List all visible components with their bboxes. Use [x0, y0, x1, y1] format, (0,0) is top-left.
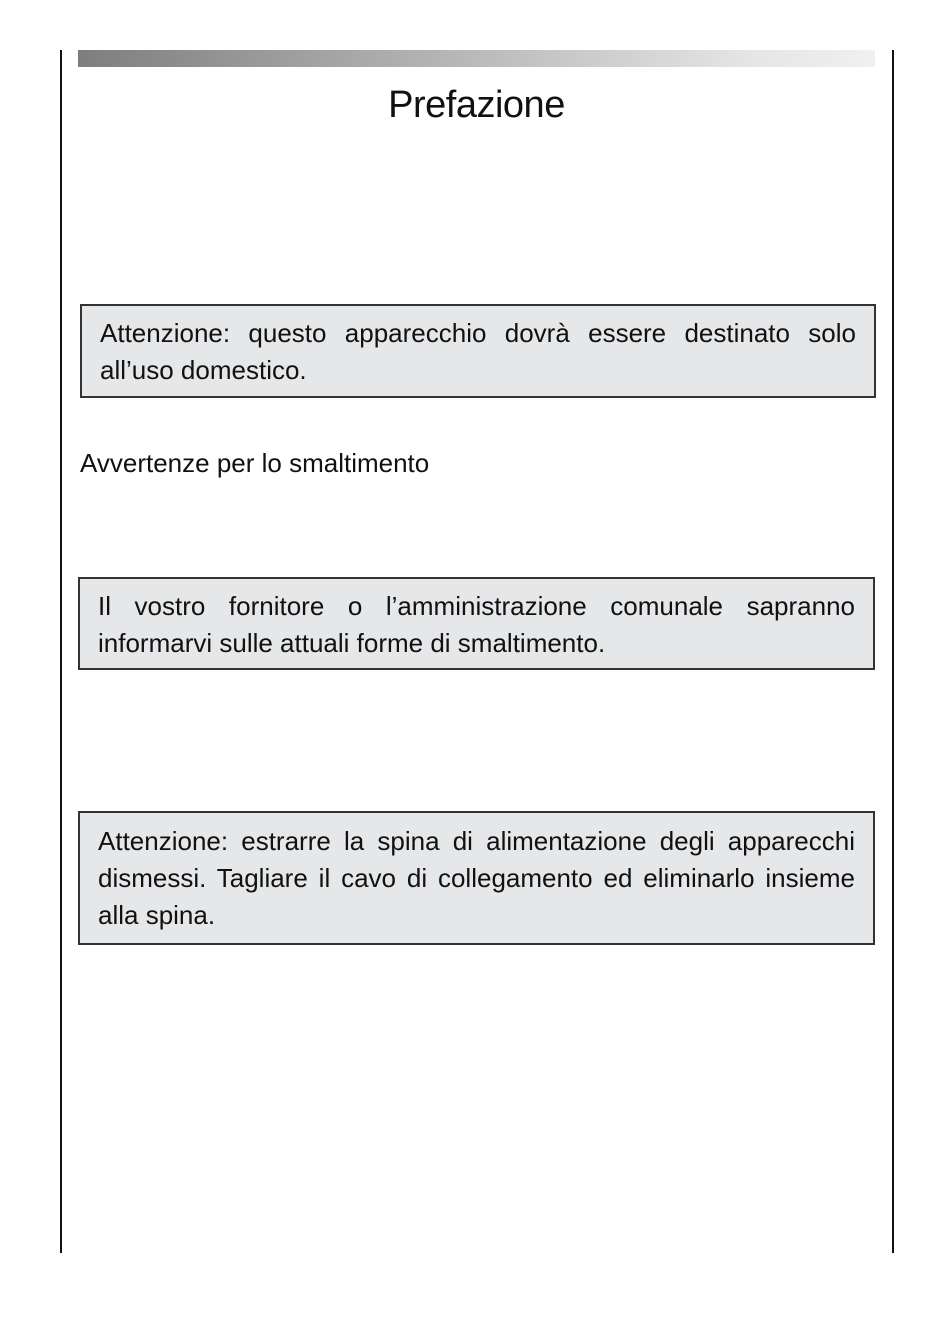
notice-text: Il vostro fornitore o l’amministrazione comunale sapranno informarvi sulle attuali forme di smaltimento. — [98, 591, 855, 658]
notice-text: Attenzione: questo apparecchio dovrà essere destinato solo all’uso domestico. — [100, 318, 856, 385]
header-gradient-bar — [78, 50, 875, 67]
notice-box-plug-removal — [78, 811, 875, 945]
page-margin-line-left — [60, 50, 62, 1253]
page-margin-line-right — [892, 50, 894, 1253]
notice-box-domestic-use — [80, 304, 876, 398]
notice-text: Attenzione: estrarre la spina di alimentazione degli apparecchi dismessi. Tagliare il cavo di collegamento ed eliminarlo insieme alla spina. — [98, 826, 855, 930]
section-heading-disposal: Avvertenze per lo smaltimento — [80, 448, 430, 478]
page-title: Prefazione — [388, 84, 565, 126]
notice-box-disposal-info — [78, 577, 875, 670]
